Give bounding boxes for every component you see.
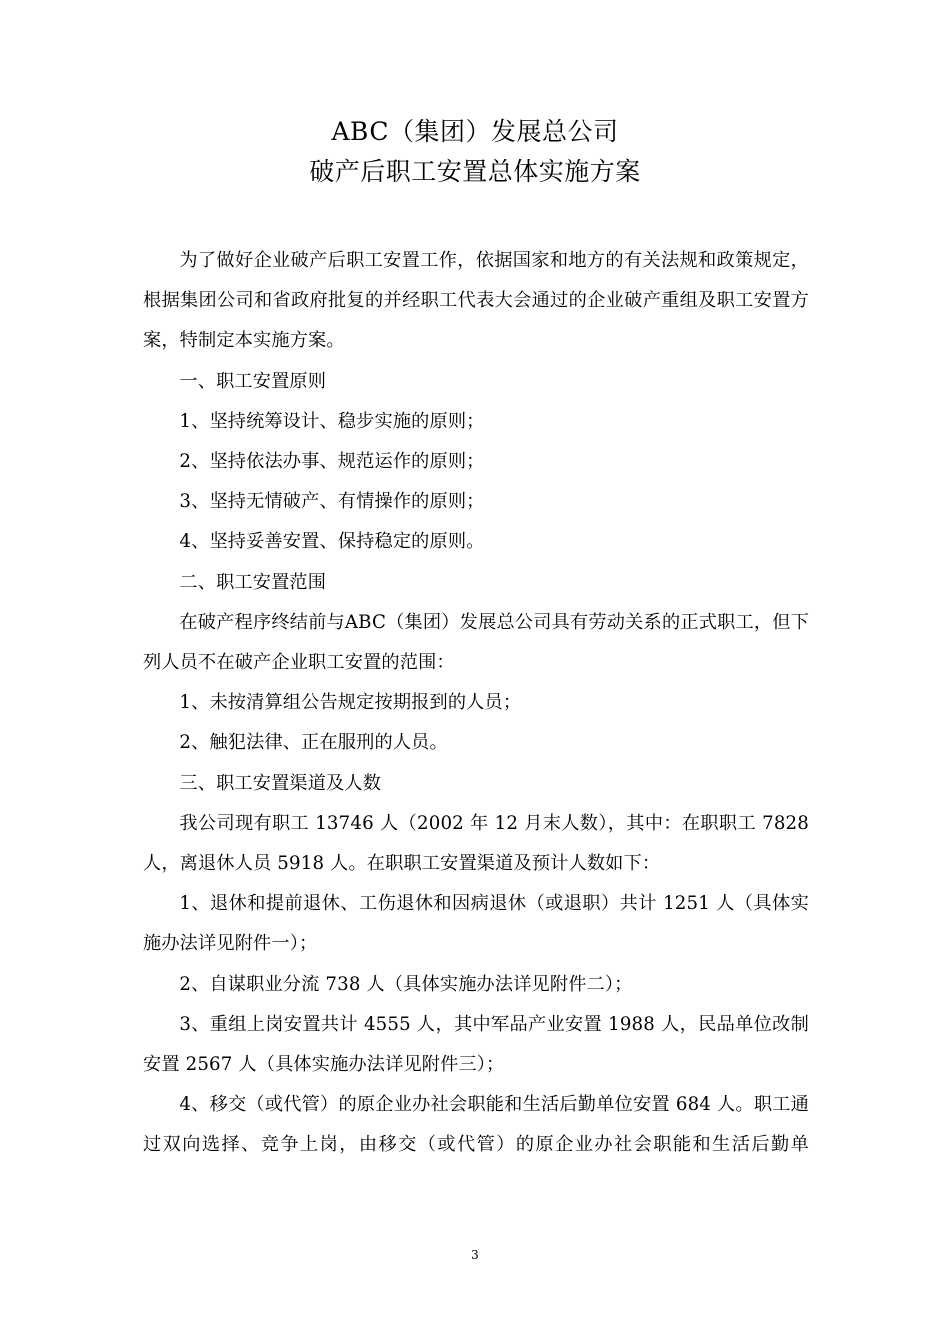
page-number: 3	[471, 1248, 479, 1262]
principle-item: 3、坚持无情破产、有情操作的原则；	[179, 491, 485, 513]
headcount-paragraph: 我公司现有职工 13746 人（2002 年 12 月末人数），其中：在职职工 7828 人，离退休人员 5918 人。在职职工安置渠道及预计人数如下：	[143, 812, 809, 875]
channel-item: 2、自谋职业分流 738 人（具体实施办法详见附件二）；	[179, 973, 633, 995]
scope-paragraph: 在破产程序终结前与ABC（集团）发展总公司具有劳动关系的正式职工，但下列人员不在破产企业职工安置的范围：	[143, 611, 809, 674]
exclusion-item: 1、未按清算组公告规定按期报到的人员；	[179, 692, 522, 714]
section-heading-channels: 三、职工安置渠道及人数	[179, 772, 382, 794]
channel-item: 1、退休和提前退休、工伤退休和因病退休（或退职）共计 1251 人（具体实施办法详见附件一）；	[143, 893, 809, 955]
channel-item: 3、重组上岗安置共计 4555 人，其中军品产业安置 1988 人，民品单位改制安置 2567 人（具体实施办法详见附件三）；	[143, 1013, 809, 1076]
title-line-company: ABC（集团）发展总公司	[331, 117, 619, 146]
principle-item: 1、坚持统筹设计、稳步实施的原则；	[179, 410, 485, 432]
principle-item: 2、坚持依法办事、规范运作的原则；	[179, 451, 485, 473]
principle-item: 4、坚持妥善安置、保持稳定的原则。	[179, 531, 485, 553]
document-body	[143, 241, 809, 1166]
title-line-plan: 破产后职工安置总体实施方案	[309, 157, 641, 186]
section-heading-principles: 一、职工安置原则	[179, 370, 327, 392]
document-title	[0, 112, 950, 192]
channel-item: 4、移交（或代管）的原企业办社会职能和生活后勤单位安置 684 人。职工通过双向选择、竞争上岗，由移交（或代管）的原企业办社会职能和生活后勤单	[143, 1094, 809, 1156]
exclusion-item: 2、触犯法律、正在服刑的人员。	[179, 732, 448, 754]
intro-paragraph: 为了做好企业破产后职工安置工作，依据国家和地方的有关法规和政策规定，根据集团公司和省政府批复的并经职工代表大会通过的企业破产重组及职工安置方案，特制定本实施方案。	[143, 250, 809, 352]
section-heading-scope: 二、职工安置范围	[179, 571, 327, 593]
